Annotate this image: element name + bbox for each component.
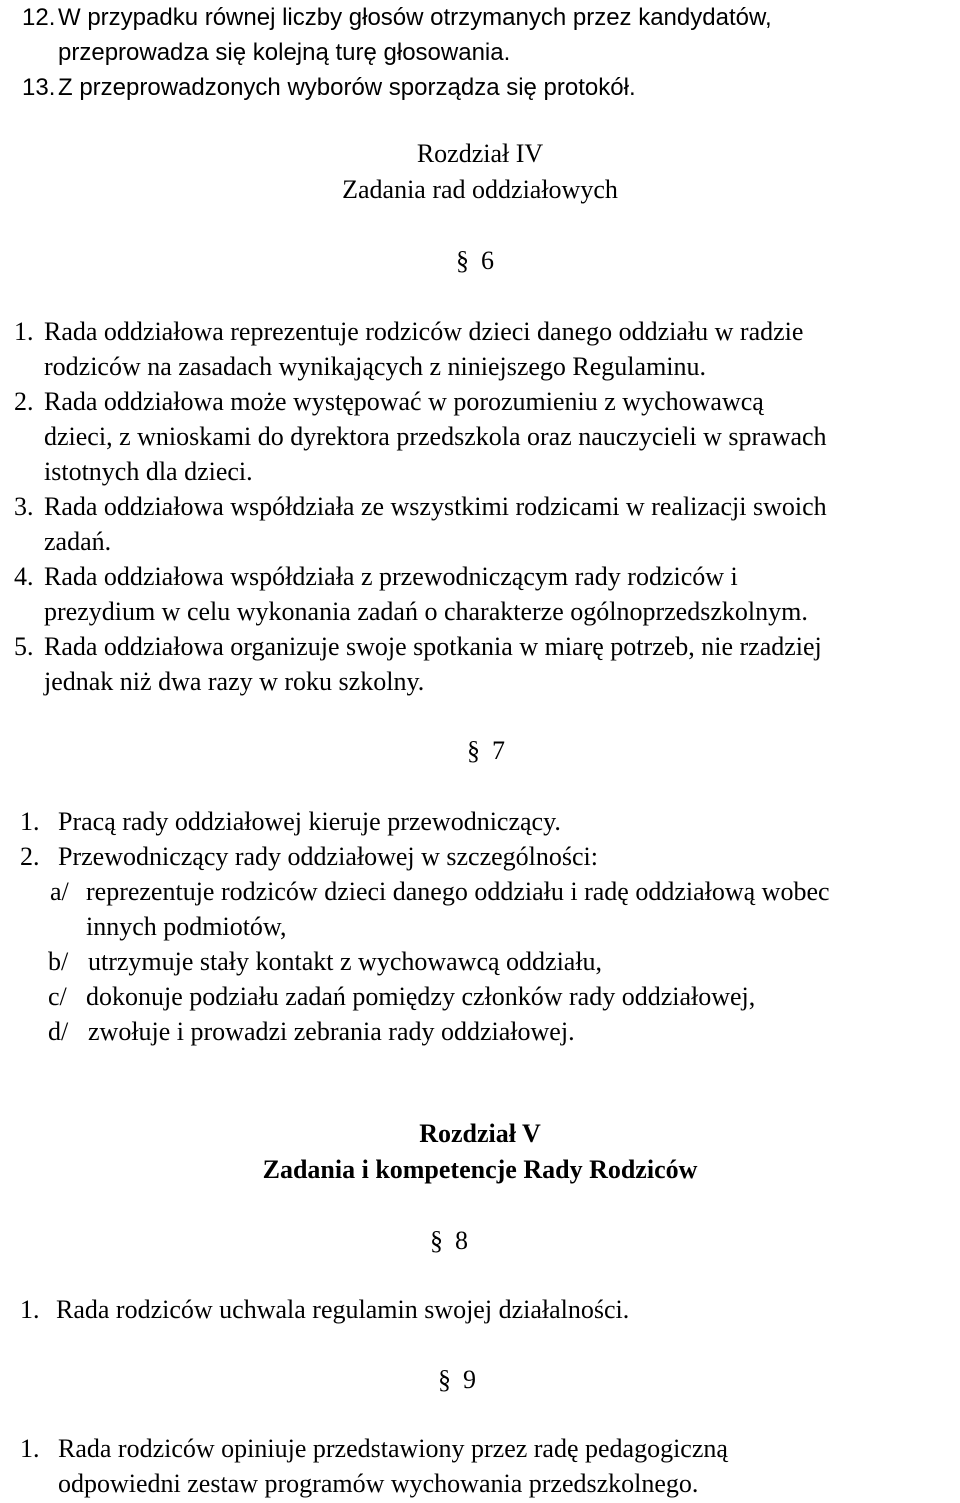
item-12-text-line2: przeprowadza się kolejną turę głosowania. — [58, 39, 511, 66]
section-7-heading — [467, 734, 505, 768]
section-9-heading — [438, 1363, 476, 1397]
sec6-item-5-line1: Rada oddziałowa organizuje swoje spotkania w miarę potrzeb, nie rzadziej — [44, 632, 822, 661]
chapter-5-title: Rozdział V — [419, 1119, 541, 1148]
sec9-item-1-line2: odpowiedni zestaw programów wychowania przedszkolnego. — [58, 1469, 699, 1498]
section-8-number: 8 — [455, 1226, 468, 1255]
sec7-item-2-text: Przewodniczący rady oddziałowej w szczególności: — [58, 842, 599, 871]
chapter-4-subtitle: Zadania rad oddziałowych — [342, 175, 618, 204]
sec6-item-5-line2: jednak niż dwa razy w roku szkolny. — [44, 667, 425, 696]
section-sign-icon: § — [467, 736, 480, 765]
sec6-item-2-line3: istotnych dla dzieci. — [44, 457, 253, 486]
section-8-heading — [430, 1224, 468, 1258]
section-6-number: 6 — [481, 246, 494, 275]
sec6-item-3-line2: zadań. — [44, 527, 112, 556]
sec8-item-1-text: Rada rodziców uchwala regulamin swojej działalności. — [56, 1295, 630, 1324]
sec7-sub-a-letter: a/ — [50, 877, 69, 906]
sec6-item-4-line2: prezydium w celu wykonania zadań o charakterze ogólnoprzedszkolnym. — [44, 597, 808, 626]
item-12-text-line1: W przypadku równej liczby głosów otrzymanych przez kandydatów, — [58, 4, 772, 31]
sec7-sub-b-letter: b/ — [48, 947, 69, 976]
section-9-number: 9 — [463, 1365, 476, 1394]
sec7-item-2-number: 2. — [20, 842, 40, 871]
sec6-item-2-line2: dzieci, z wnioskami do dyrektora przedszkola oraz nauczycieli w sprawach — [44, 422, 827, 451]
chapter-4-title: Rozdział IV — [416, 139, 544, 168]
item-13-text: Z przeprowadzonych wyborów sporządza się protokół. — [58, 74, 636, 101]
sec9-item-1-number: 1. — [20, 1434, 40, 1463]
sec7-item-1-text: Pracą rady oddziałowej kieruje przewodniczący. — [58, 807, 561, 836]
sec7-sub-c-letter: c/ — [48, 982, 67, 1011]
sec6-item-1-line2: rodziców na zasadach wynikających z niniejszego Regulaminu. — [44, 352, 707, 381]
chapter-5-subtitle: Zadania i kompetencje Rady Rodziców — [262, 1155, 698, 1184]
sec6-item-4-line1: Rada oddziałowa współdziała z przewodniczącym rady rodziców i — [44, 562, 738, 591]
section-6-heading — [456, 244, 494, 278]
sec9-item-1-line1: Rada rodziców opiniuje przedstawiony przez radę pedagogiczną — [58, 1434, 728, 1463]
section-7-number: 7 — [492, 736, 505, 765]
sec6-item-1-line1: Rada oddziałowa reprezentuje rodziców dzieci danego oddziału w radzie — [44, 317, 804, 346]
sec7-sub-d-text: zwołuje i prowadzi zebrania rady oddziałowej. — [88, 1017, 575, 1046]
section-sign-icon: § — [438, 1365, 451, 1394]
sec6-item-3-line1: Rada oddziałowa współdziała ze wszystkimi rodzicami w realizacji swoich — [44, 492, 827, 521]
sec7-sub-a-line1: reprezentuje rodziców dzieci danego oddziału i radę oddziałową wobec — [86, 877, 830, 906]
sec7-sub-c-text: dokonuje podziału zadań pomiędzy członków rady oddziałowej, — [86, 982, 756, 1011]
item-12-number: 12. — [22, 4, 56, 31]
sec6-item-4-number: 4. — [14, 562, 34, 591]
sec6-item-2-number: 2. — [14, 387, 34, 416]
sec6-item-1-number: 1. — [14, 317, 34, 346]
section-sign-icon: § — [430, 1226, 443, 1255]
item-13-number: 13. — [22, 74, 56, 101]
sec7-sub-b-text: utrzymuje stały kontakt z wychowawcą oddziału, — [88, 947, 603, 976]
sec7-sub-d-letter: d/ — [48, 1017, 69, 1046]
sec7-sub-a-line2: innych podmiotów, — [86, 912, 287, 941]
sec7-item-1-number: 1. — [20, 807, 40, 836]
sec8-item-1-number: 1. — [20, 1295, 40, 1324]
sec6-item-5-number: 5. — [14, 632, 34, 661]
sec6-item-2-line1: Rada oddziałowa może występować w porozumieniu z wychowawcą — [44, 387, 764, 416]
sec6-item-3-number: 3. — [14, 492, 34, 521]
section-sign-icon: § — [456, 246, 469, 275]
